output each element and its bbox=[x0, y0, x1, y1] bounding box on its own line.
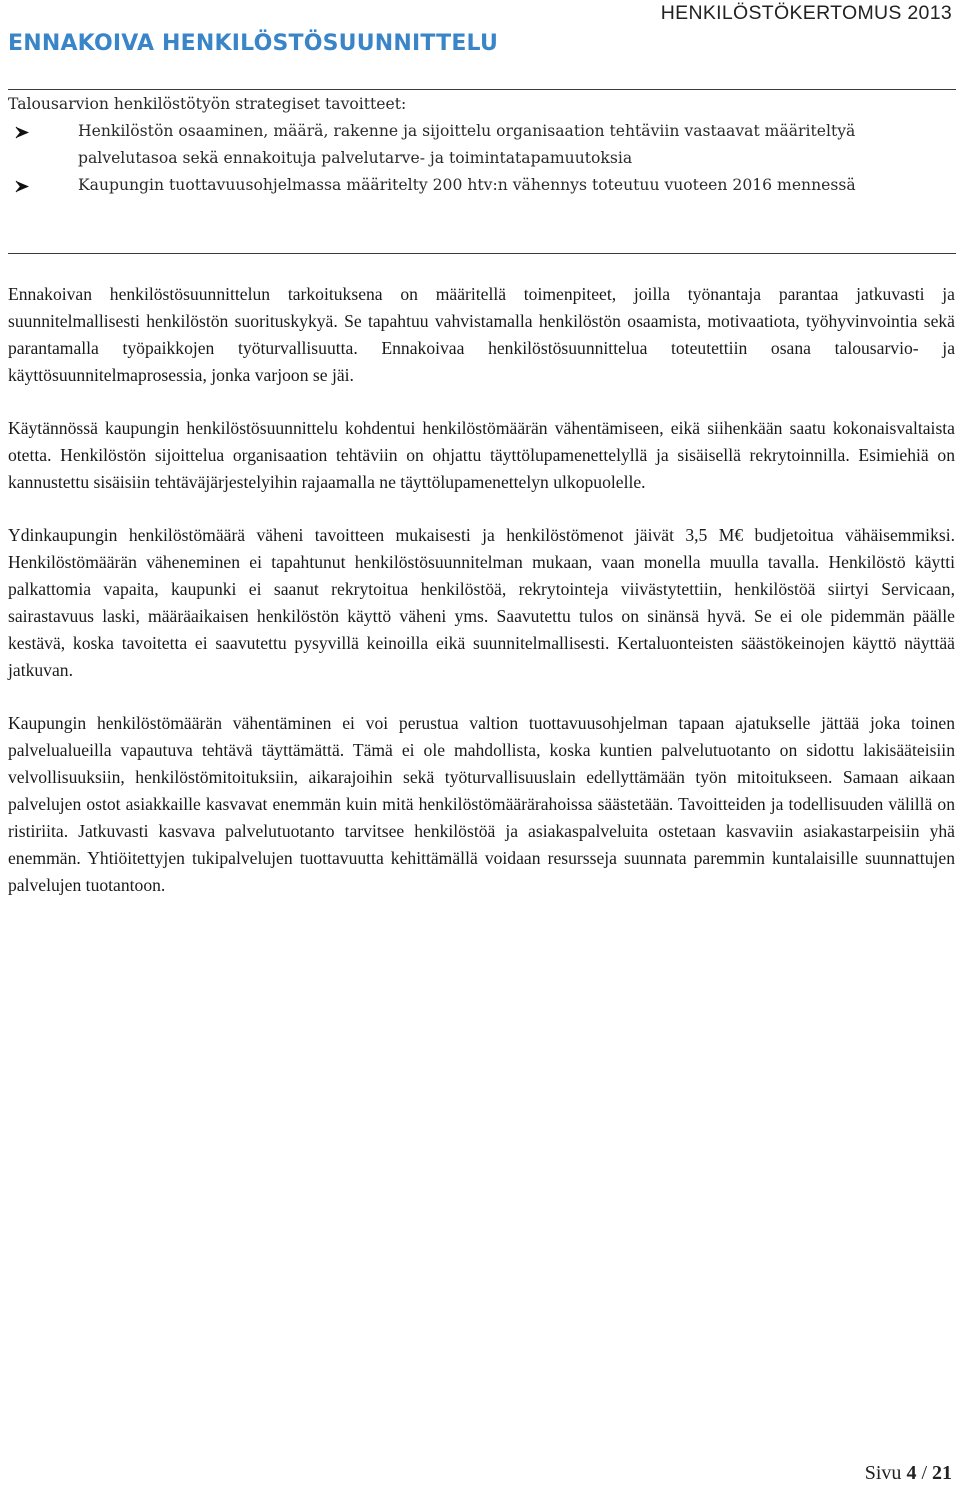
body-text bbox=[8, 281, 955, 925]
top-divider bbox=[8, 89, 956, 90]
paragraph: Kaupungin henkilöstömäärän vähentäminen ei voi perustua valtion tuottavuusohjelman tapaan ajatukselle jättää joka toinen palvelualueilla vapautuva tehtävä täyttämättä. Tämä ei ole mahdollista, koska kuntien palvelutuotanto on sidottu lakisääteisiin velvollisuuksiin, henkilöstömitoituksiin, aikarajoihin sekä työturvallisuuslain edellyttämään työn mitoitukseen. Samaan aikaan palvelujen ostot asiakkaille kasvavat enemmän kuin mitä henkilöstömäärärahoissa säästetään. Tavoitteiden ja todellisuuden välillä on ristiriita. Jatkuvasti kasvava palvelutuotanto tarvitsee henkilöstöä ja asiakaspalveluita ostetaan kasvaviin asiakastarpeisiin yhä enemmän. Yhtiöitettyjen tukipalvelujen tuottavuutta kehittämällä voidaan resursseja suunnata paremmin kuntalaisille suunnattujen palvelujen tuotantoon. bbox=[8, 713, 955, 895]
goal-item-text: Kaupungin tuottavuusohjelmassa määritelty 200 htv:n vähennys toteutuu vuoteen 2016 mennessä bbox=[78, 176, 856, 194]
current-page: 4 bbox=[906, 1462, 917, 1484]
goals-list bbox=[8, 118, 956, 199]
paragraph: Ydinkaupungin henkilöstömäärä väheni tavoitteen mukaisesti ja henkilöstömenot jäivät 3,5 M€ budjetoitua vähäisemmiksi. Henkilöstömäärän väheneminen ei tapahtunut henkilöstösuunnitelman mukaan, vaan monella muulla tavalla. Henkilöstö käytti palkattomia vapaita, kaupunki ei saanut rekrytoitua henkilöstöä, rekrytointeja viivästytettiin, henkilöstöä siirtyi Servicaan, sairastavuus laski, määräaikaisen henkilöstön käyttö väheni yms. Saavutettu tulos on sinänsä hyvä. Se ei ole pidemmän päälle kestävä, koska tavoitetta ei saavutettu pysyvillä keinoilla eikä suunnitelmallisesti. Kertaluonteisten säästökeinojen käyttö näyttää jatkuvan. bbox=[8, 525, 955, 680]
report-label: HENKILÖSTÖKERTOMUS 2013 bbox=[660, 2, 952, 24]
section-title: ENNAKOIVA HENKILÖSTÖSUUNNITTELU bbox=[8, 31, 499, 56]
strategic-goals-box bbox=[8, 91, 956, 199]
goal-item-text: Henkilöstön osaaminen, määrä, rakenne ja sijoittelu organisaation tehtäviin vastaavat määriteltyä palvelutasoa sekä ennakoituja palvelutarve- ja toimintatapamuutoksia bbox=[78, 122, 856, 167]
goal-item bbox=[8, 172, 956, 199]
section-divider bbox=[8, 253, 956, 254]
page-separator: / bbox=[921, 1462, 927, 1484]
goal-item bbox=[8, 118, 956, 172]
paragraph: Ennakoivan henkilöstösuunnittelun tarkoituksena on määritellä toimenpiteet, joilla työnantaja parantaa jatkuvasti ja suunnitelmallisesti henkilöstön suorituskykyä. Se tapahtuu vahvistamalla henkilöstön osaamista, motivaatiota, työhyvinvointia sekä parantamalla työpaikkojen työturvallisuutta. Ennakoivaa henkilöstösuunnittelua toteutettiin osana talousarvio- ja käyttösuunnitelmaprosessia, jonka varjoon se jäi. bbox=[8, 284, 955, 385]
total-pages: 21 bbox=[932, 1462, 952, 1484]
goals-heading: Talousarvion henkilöstötyön strategiset tavoitteet: bbox=[8, 95, 407, 113]
page-number bbox=[865, 1462, 952, 1485]
paragraph: Käytännössä kaupungin henkilöstösuunnittelu kohdentui henkilöstömäärän vähentämiseen, eikä siihenkään saatu kokonaisvaltaista otetta. Henkilöstön sijoittelua organisaation tehtäviin on ohjattu täyttölupamenettelyllä ja sisäisellä rekrytoinnilla. Esimiehiä on kannustettu sisäisiin tehtäväjärjestelyihin rajaamalla ne täyttölupamenettelyn ulkopuolelle. bbox=[8, 418, 955, 492]
page-prefix: Sivu bbox=[864, 1462, 902, 1484]
arrow-bullet-icon bbox=[15, 180, 30, 193]
arrow-bullet-icon bbox=[15, 126, 30, 139]
